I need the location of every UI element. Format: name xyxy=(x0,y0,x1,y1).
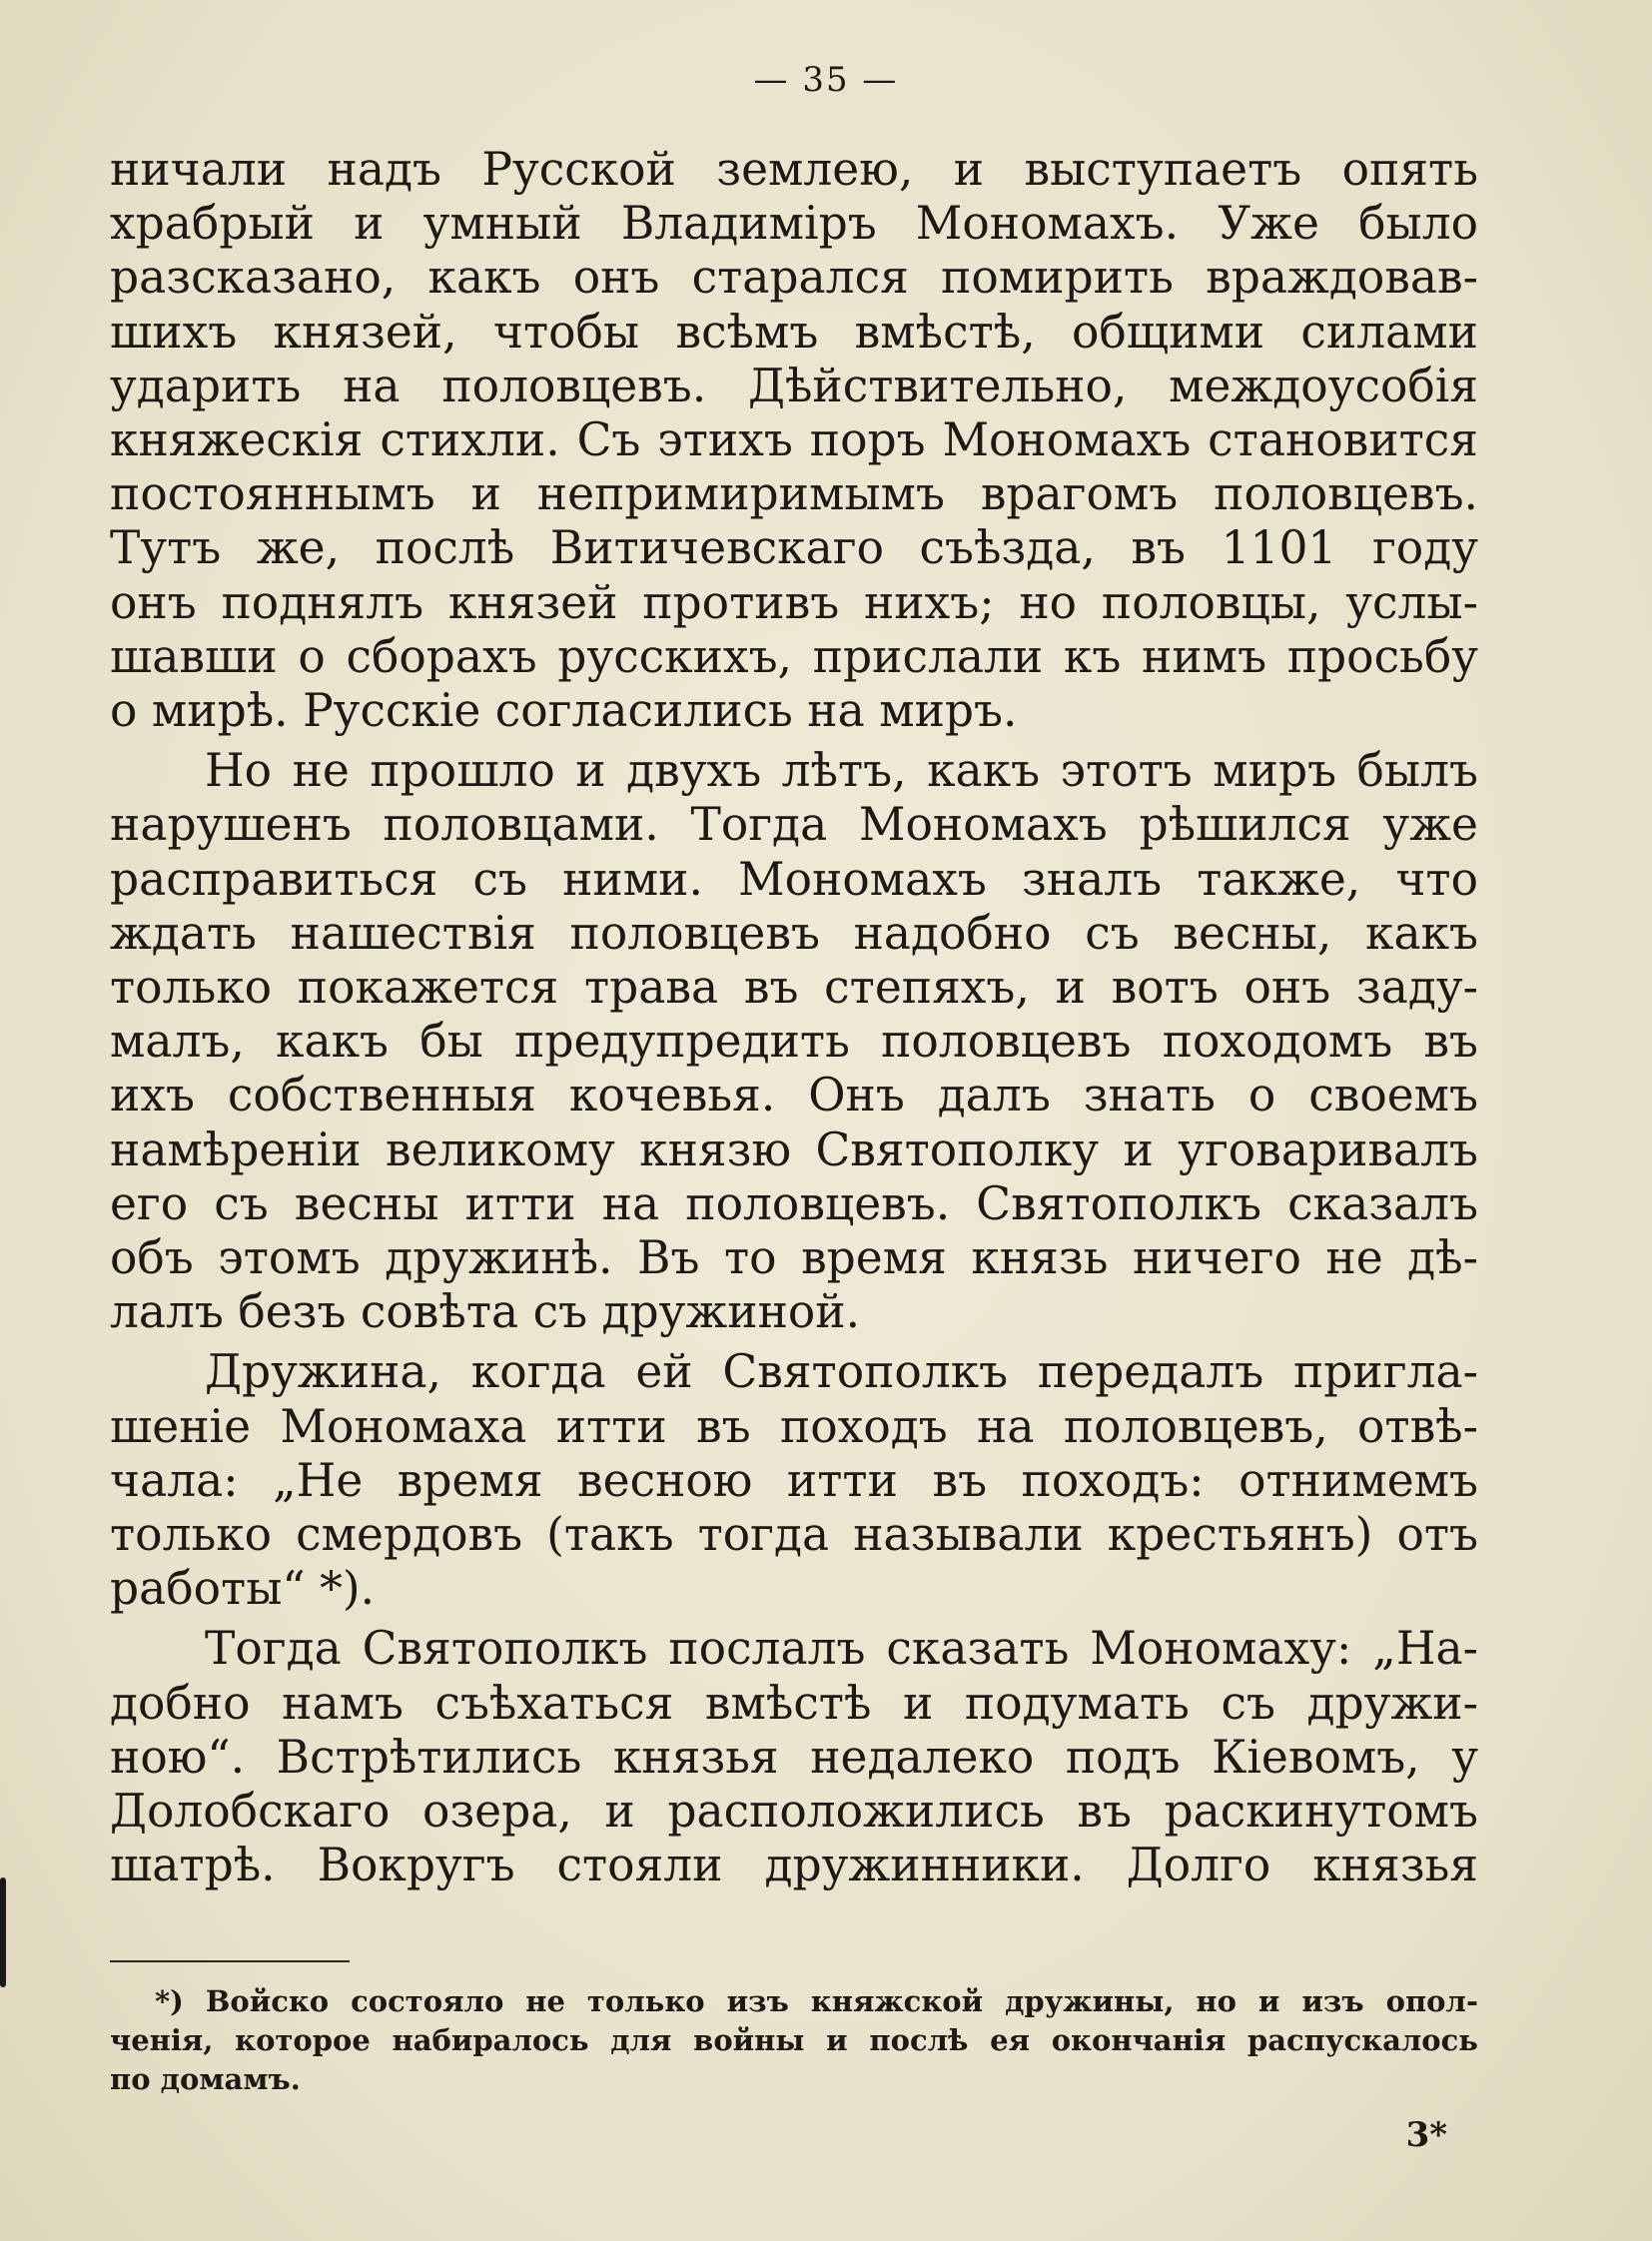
text-line: объ этомъ дружинѣ. Въ то время князь ничего не дѣ- xyxy=(110,1231,1478,1285)
text-line: нарушенъ половцами. Тогда Мономахъ рѣшился уже xyxy=(110,798,1478,852)
body-text xyxy=(110,143,1478,1899)
margin-binding-mark xyxy=(0,1877,6,1987)
text-line: только покажется трава въ степяхъ, и вотъ онъ заду- xyxy=(110,961,1478,1015)
paragraph xyxy=(110,1345,1478,1616)
paragraph xyxy=(110,143,1478,738)
text-line: работы“ *). xyxy=(110,1562,376,1616)
page-number: — 35 — xyxy=(753,60,899,100)
text-line: добно намъ съѣхаться вмѣстѣ и подумать съ дружи- xyxy=(110,1676,1478,1730)
text-line: онъ поднялъ князей противъ нихъ; но половцы, услы- xyxy=(110,575,1478,629)
footnote xyxy=(110,1982,1478,2099)
text-line: Тогда Святополкъ послалъ сказать Мономаху: „На- xyxy=(205,1622,1478,1676)
text-line: Но не прошло и двухъ лѣтъ, какъ этотъ миръ былъ xyxy=(205,744,1478,798)
text-line: ихъ собственныя кочевья. Онъ далъ знать о своемъ xyxy=(110,1069,1478,1122)
footnote-divider xyxy=(110,1960,350,1962)
text-line: шеніе Мономаха итти въ походъ на половцевъ, отвѣ- xyxy=(110,1399,1478,1453)
text-line: шавши о сборахъ русскихъ, прислали къ нимъ просьбу xyxy=(110,629,1478,683)
text-line: малъ, какъ бы предупредить половцевъ походомъ въ xyxy=(110,1015,1478,1069)
text-line: Тутъ же, послѣ Витичевскаго съѣзда, въ 1101 году xyxy=(110,521,1478,575)
footnote-line: по домамъ. xyxy=(110,2062,301,2096)
text-line: шихъ князей, чтобы всѣмъ вмѣстѣ, общими силами xyxy=(110,305,1478,359)
text-line: чала: „Не время весною итти въ походъ: отнимемъ xyxy=(110,1453,1478,1507)
text-line: Дружина, когда ей Святополкъ передалъ пригла- xyxy=(205,1345,1478,1399)
text-line: намѣреніи великому князю Святополку и уговаривалъ xyxy=(110,1122,1478,1176)
text-line: ною“. Встрѣтились князья недалеко подъ Кіевомъ, у xyxy=(110,1730,1478,1784)
text-line: шатрѣ. Вокругъ стояли дружинники. Долго князья xyxy=(110,1839,1478,1892)
text-line: ждать нашествія половцевъ надобно съ весны, какъ xyxy=(110,906,1478,960)
text-line: княжескія стихли. Съ этихъ поръ Мономахъ становится xyxy=(110,413,1478,467)
text-line: лалъ безъ совѣта съ дружиной. xyxy=(110,1285,861,1339)
text-line: постояннымъ и непримиримымъ врагомъ половцевъ. xyxy=(110,467,1478,521)
text-line: его съ весны итти на половцевъ. Святополкъ сказалъ xyxy=(110,1176,1478,1230)
paragraph xyxy=(110,1622,1478,1892)
signature-mark: 3* xyxy=(1405,2115,1447,2155)
text-line: Долобскаго озера, и расположились въ раскинутомъ xyxy=(110,1785,1478,1839)
text-line: ударить на половцевъ. Дѣйствительно, междоусобія xyxy=(110,359,1478,412)
text-line: храбрый и умный Владиміръ Мономахъ. Уже было xyxy=(110,197,1478,251)
footnote-line: *) Войско состояло не только изъ княжской дружины, но и изъ опол- xyxy=(155,1984,1478,2018)
text-line: только смердовъ (такъ тогда называли крестьянъ) отъ xyxy=(110,1508,1478,1562)
text-line: ничали надъ Русской землею, и выступаетъ опять xyxy=(110,143,1478,196)
text-line: о мирѣ. Русскіе согласились на миръ. xyxy=(110,684,1018,738)
footnote-line: ченія, которое набиралось для войны и послѣ ея окончанія распускалось xyxy=(110,2023,1478,2057)
text-line: разсказано, какъ онъ старался помирить враждовав- xyxy=(110,251,1478,305)
text-line: расправиться съ ними. Мономахъ зналъ также, что xyxy=(110,852,1478,906)
paragraph xyxy=(110,744,1478,1339)
